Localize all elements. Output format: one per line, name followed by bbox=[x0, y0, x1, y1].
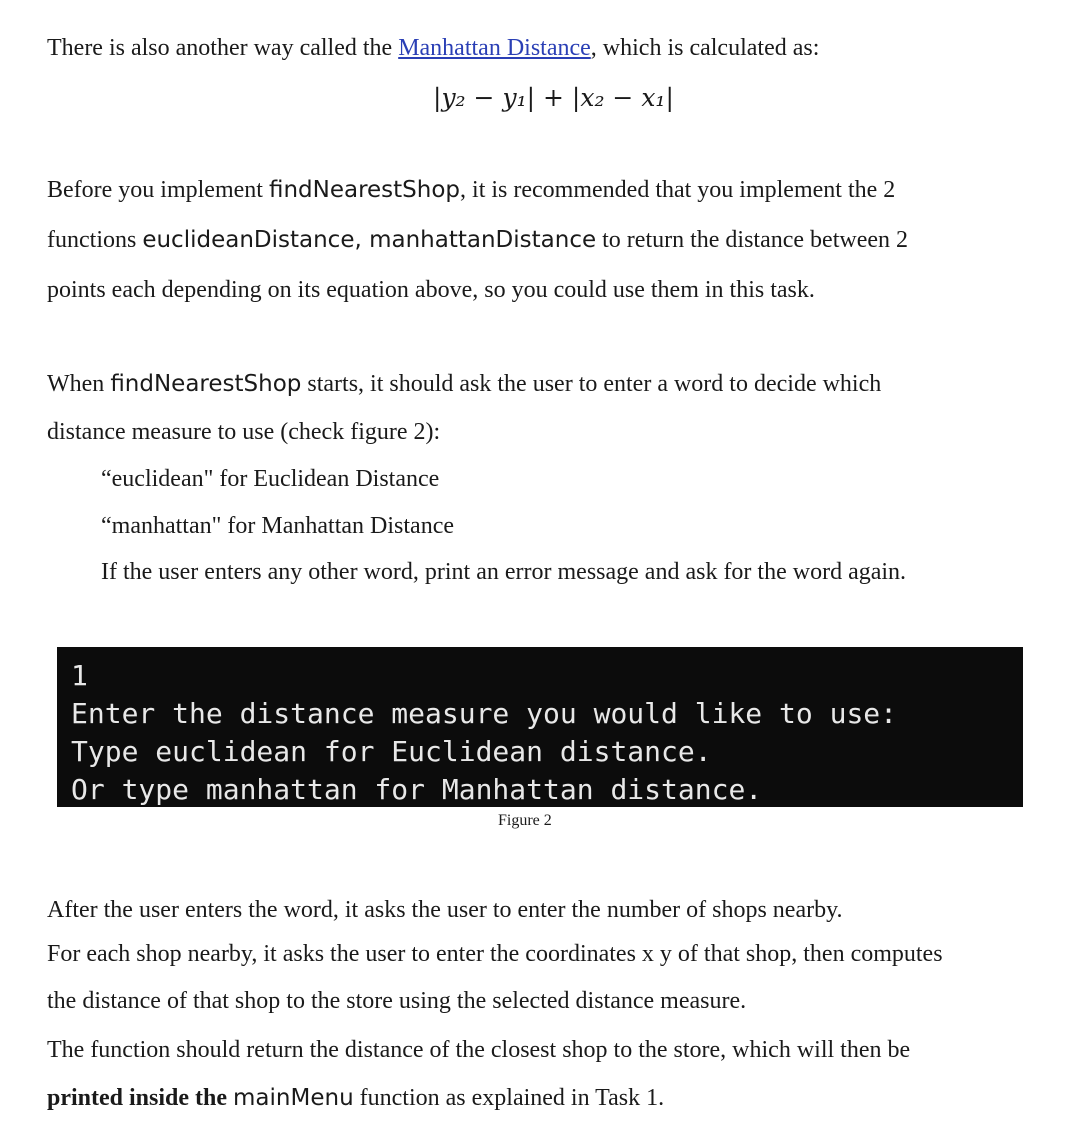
figure-caption: Figure 2 bbox=[498, 812, 552, 829]
bold-text: printed inside the bbox=[47, 1085, 234, 1111]
para2-text: When bbox=[47, 371, 111, 397]
terminal-output bbox=[57, 647, 1023, 807]
terminal-line: 1 bbox=[71, 659, 88, 692]
para2-text: starts, it should ask the user to enter a word to decide which bbox=[301, 371, 882, 397]
para3-line5 bbox=[47, 1083, 664, 1113]
intro-text-pre: There is also another way called the bbox=[47, 35, 399, 61]
code-findNearestShop: findNearestShop bbox=[268, 177, 461, 203]
formula-plus: + bbox=[543, 83, 564, 112]
option-manhattan: “manhattan" for Manhattan Distance bbox=[101, 513, 454, 539]
para1-line1 bbox=[47, 175, 895, 205]
para3-line4: The function should return the distance of the closest shop to the store, which will then be bbox=[47, 1037, 911, 1063]
terminal-line: Enter the distance measure you would like to use: bbox=[71, 697, 898, 730]
manhattan-distance-link[interactable]: Manhattan Distance bbox=[398, 35, 591, 61]
para1-line3: points each depending on its equation above, so you could use them in this task. bbox=[47, 277, 815, 303]
para3-line2: For each shop nearby, it asks the user to enter the coordinates x y of that shop, then computes bbox=[47, 941, 943, 967]
formula-x1: x₁ bbox=[641, 83, 666, 112]
formula-minus-1: − bbox=[473, 83, 495, 112]
formula-x2: x₂ bbox=[580, 83, 605, 112]
para1-text: , it is recommended that you implement the 2 bbox=[460, 177, 896, 203]
para1-text: functions bbox=[47, 227, 143, 253]
para1-line2 bbox=[47, 225, 908, 255]
para3-line3: the distance of that shop to the store using the selected distance measure. bbox=[47, 988, 747, 1014]
formula-y1: y₁ bbox=[502, 83, 527, 112]
option-euclidean: “euclidean" for Euclidean Distance bbox=[101, 466, 440, 492]
para3-line1: After the user enters the word, it asks the user to enter the number of shops nearby. bbox=[47, 897, 843, 923]
para2-line2: distance measure to use (check figure 2): bbox=[47, 419, 441, 445]
manhattan-formula: |y₂ − y₁| + |x₂ − x₁| bbox=[433, 83, 674, 112]
terminal-line: Type euclidean for Euclidean distance. bbox=[71, 735, 712, 768]
option-other-word: If the user enters any other word, print an error message and ask for the word again. bbox=[101, 559, 907, 585]
code-findNearestShop: findNearestShop bbox=[110, 371, 302, 397]
formula-minus-2: − bbox=[612, 83, 634, 112]
para2-line1 bbox=[47, 369, 881, 399]
intro-line bbox=[47, 33, 819, 63]
code-mainMenu: mainMenu bbox=[233, 1085, 354, 1111]
code-distance-functions: euclideanDistance, manhattanDistance bbox=[142, 227, 597, 253]
para1-text: to return the distance between 2 bbox=[596, 227, 909, 253]
intro-text-post: , which is calculated as: bbox=[590, 35, 820, 61]
formula-y2: y₂ bbox=[441, 83, 466, 112]
terminal-line: Or type manhattan for Manhattan distance. bbox=[71, 773, 763, 806]
para3-text: function as explained in Task 1. bbox=[353, 1085, 665, 1111]
para1-text: Before you implement bbox=[47, 177, 269, 203]
